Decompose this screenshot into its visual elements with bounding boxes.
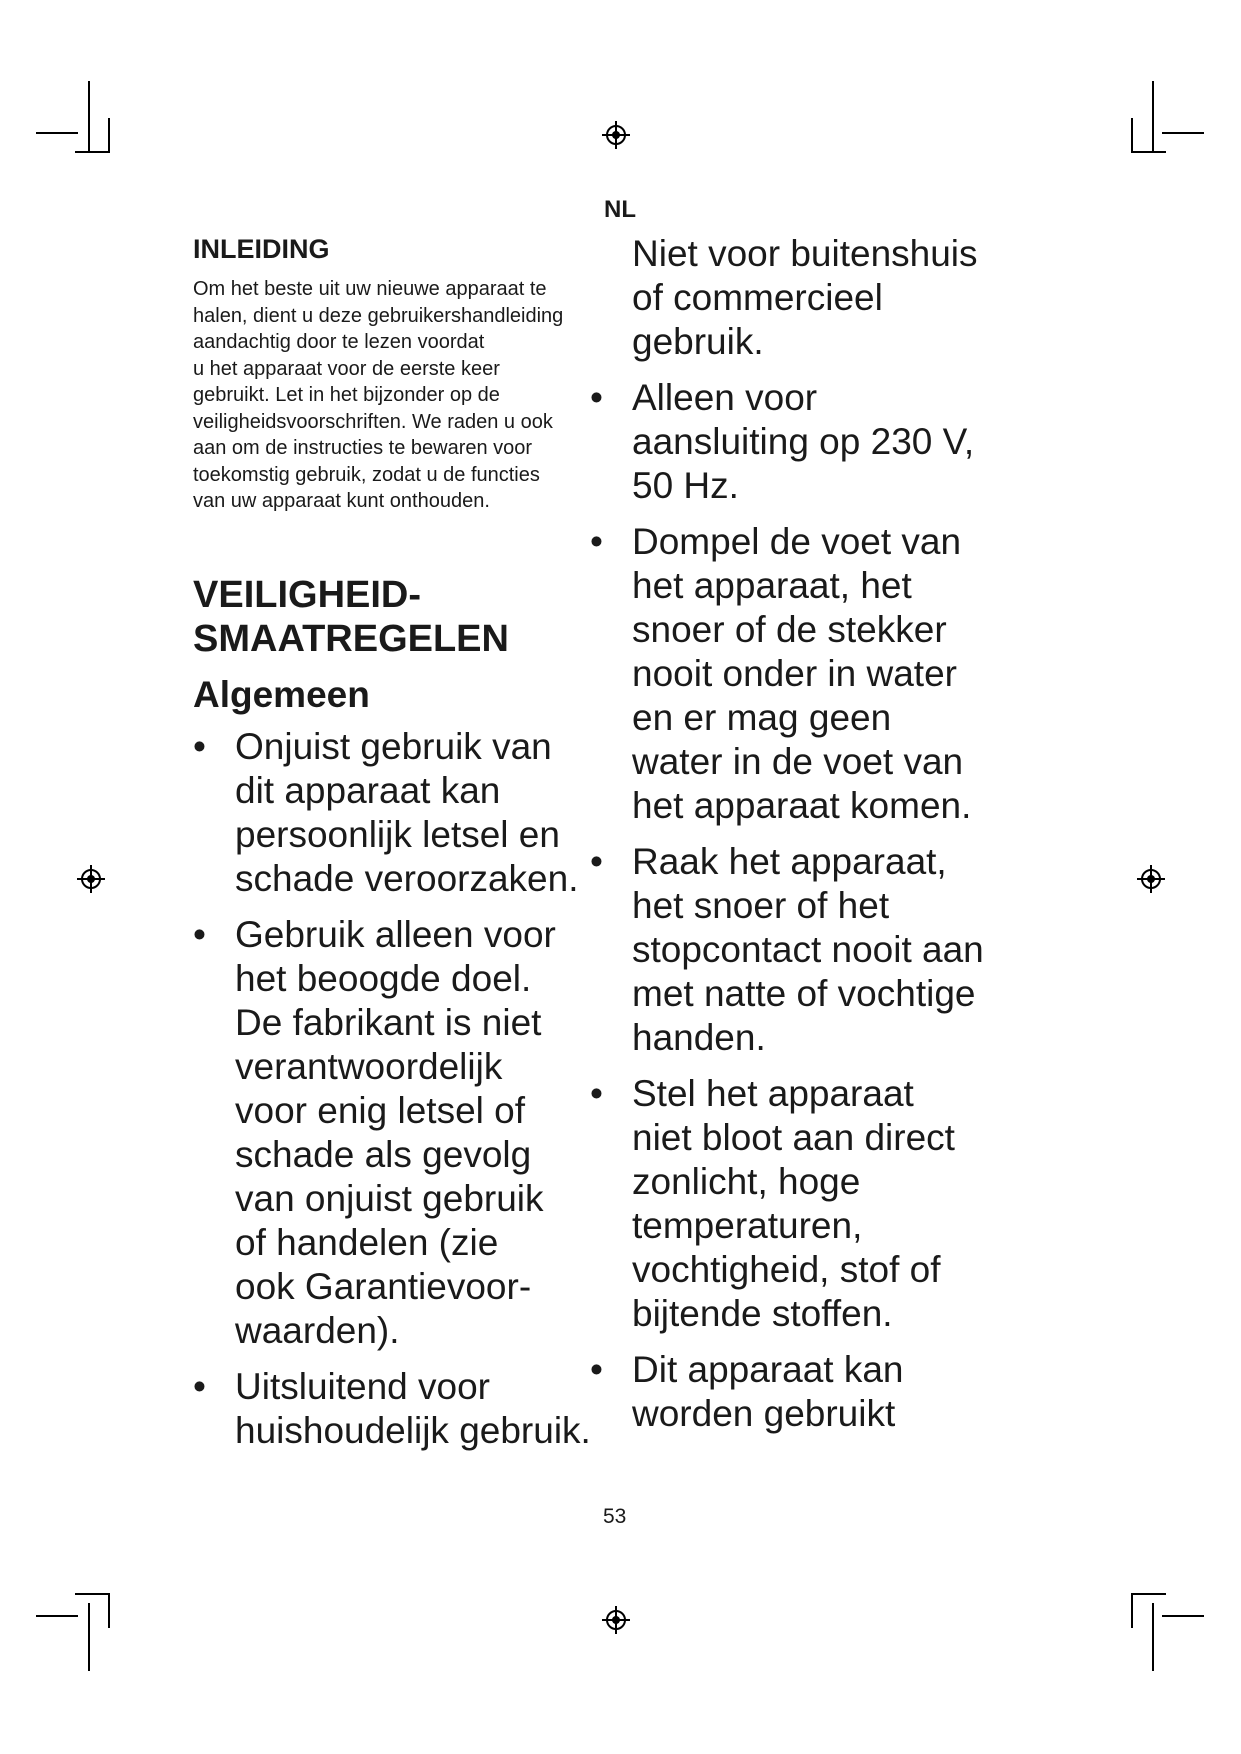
language-label: NL [604, 196, 636, 223]
list-item: • Dompel de voet van het apparaat, het snoer of de stekker nooit onder in water en er mag geen water in de voet van het apparaat komen. [590, 521, 972, 826]
intro-text: Om het beste uit uw nieuwe apparaat te halen, dient u deze gebruikershandleiding aandachtig door te lezen voordat u het apparaat voor de eerste keer gebruikt. Let in het bijzonder op de veiligheidsvoorschriften. We raden u ook aan om de instructies te bewaren voor toekomstig gebruik, zodat u de functies van uw apparaat kunt onthouden. [193, 278, 564, 512]
intro-heading: INLEIDING [193, 234, 330, 264]
bullet-icon: • [590, 521, 603, 562]
right-bullet-list [590, 376, 1072, 1436]
left-column [193, 232, 613, 1465]
list-item: • Uitsluitend voor huishoudelijk gebruik. [193, 1365, 591, 1451]
list-item: • Stel het apparaat niet bloot aan direct zonlicht, hoge temperaturen, vochtigheid, stof of bijtende stoffen. [590, 1073, 955, 1334]
left-bullet-list [193, 725, 613, 1453]
right-column [590, 232, 1072, 1448]
registration-mark-icon [601, 120, 631, 150]
safety-heading: VEILIGHEID- SMAATREGELEN [193, 573, 509, 660]
registration-mark-icon [1136, 864, 1166, 894]
bullet-icon: • [193, 725, 206, 767]
general-subheading: Algemeen [193, 673, 370, 715]
bullet-icon: • [590, 377, 603, 418]
bullet-icon: • [193, 913, 206, 955]
continued-text: Niet voor buitenshuis of commercieel gebruik. [632, 233, 978, 362]
registration-mark-icon [76, 864, 106, 894]
page-number: 53 [603, 1505, 627, 1528]
bullet-icon: • [590, 1073, 603, 1114]
registration-mark-icon [601, 1605, 631, 1635]
list-item: • Alleen voor aansluiting op 230 V, 50 Hz. [590, 377, 975, 506]
list-item: • Raak het apparaat, het snoer of het stopcontact nooit aan met natte of vochtige handen. [590, 841, 984, 1058]
list-item: • Dit apparaat kan worden gebruikt [590, 1349, 904, 1434]
list-item: • Onjuist gebruik van dit apparaat kan persoonlijk letsel en schade veroorzaken. [193, 725, 579, 899]
bullet-icon: • [193, 1365, 206, 1407]
list-item: • Gebruik alleen voor het beoogde doel. De fabrikant is niet verantwoordelijk voor enig letsel of schade als gevolg van onjuist gebruik of handelen (zie ook Garantievoor- waarden). [193, 913, 556, 1351]
bullet-icon: • [590, 841, 603, 882]
bullet-icon: • [590, 1349, 603, 1390]
